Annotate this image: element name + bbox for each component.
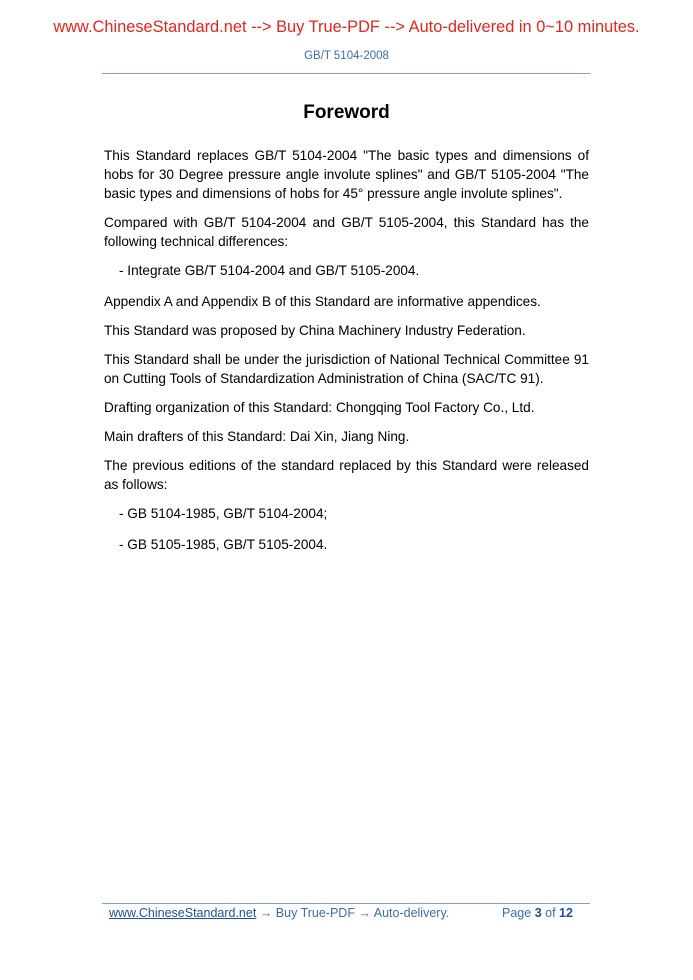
- footer-buy-text: Buy True-PDF: [275, 906, 355, 920]
- arrow-right-icon: →: [259, 906, 273, 920]
- page-title: Foreword: [303, 102, 390, 123]
- paragraph-previous-editions: The previous editions of the standard replaced by this Standard were released as follows:: [104, 458, 589, 492]
- paragraph-jurisdiction: This Standard shall be under the jurisdiction of National Technical Committee 91 on Cutting Tools of Standardization Administration of China (SAC/TC 91).: [104, 352, 589, 386]
- paragraph-drafting-org: Drafting organization of this Standard: Chongqing Tool Factory Co., Ltd.: [104, 400, 535, 415]
- paragraph-proposed: This Standard was proposed by China Machinery Industry Federation.: [104, 323, 526, 338]
- standard-code-header: GB/T 5104-2008: [304, 50, 389, 62]
- footer-delivery-text: Auto-delivery.: [373, 906, 450, 920]
- page-number: 3: [534, 906, 542, 920]
- paragraph-differences: Compared with GB/T 5104-2004 and GB/T 5105-2004, this Standard has the following technical differences:: [104, 215, 589, 249]
- footer-promo: [109, 906, 449, 920]
- page-indicator: [502, 906, 573, 920]
- footer-divider: [102, 903, 590, 904]
- list-item-integrate: - Integrate GB/T 5104-2004 and GB/T 5105-2004.: [119, 263, 420, 278]
- arrow-right-icon: →: [358, 906, 371, 920]
- document-body: [104, 146, 589, 566]
- footer-site-link[interactable]: www.ChineseStandard.net: [109, 906, 257, 920]
- paragraph-appendices: Appendix A and Appendix B of this Standard are informative appendices.: [104, 294, 541, 309]
- paragraph-replaces: This Standard replaces GB/T 5104-2004 "The basic types and dimensions of hobs for 30 Degree pressure angle involute splines" and GB/T 5105-2004 "The basic types and dimensions of hobs for 45° pressure angle involute splines".: [104, 148, 589, 201]
- list-item-edition-5104: - GB 5104-1985, GB/T 5104-2004;: [119, 506, 328, 521]
- page-total: 12: [559, 906, 573, 920]
- paragraph-drafters: Main drafters of this Standard: Dai Xin, Jiang Ning.: [104, 429, 410, 444]
- header-divider: [102, 73, 590, 74]
- of-label: of: [545, 906, 556, 920]
- list-item-edition-5105: - GB 5105-1985, GB/T 5105-2004.: [119, 537, 328, 552]
- promo-banner: www.ChineseStandard.net --> Buy True-PDF --> Auto-delivered in 0~10 minutes.: [53, 18, 640, 36]
- page-label: Page: [502, 906, 532, 920]
